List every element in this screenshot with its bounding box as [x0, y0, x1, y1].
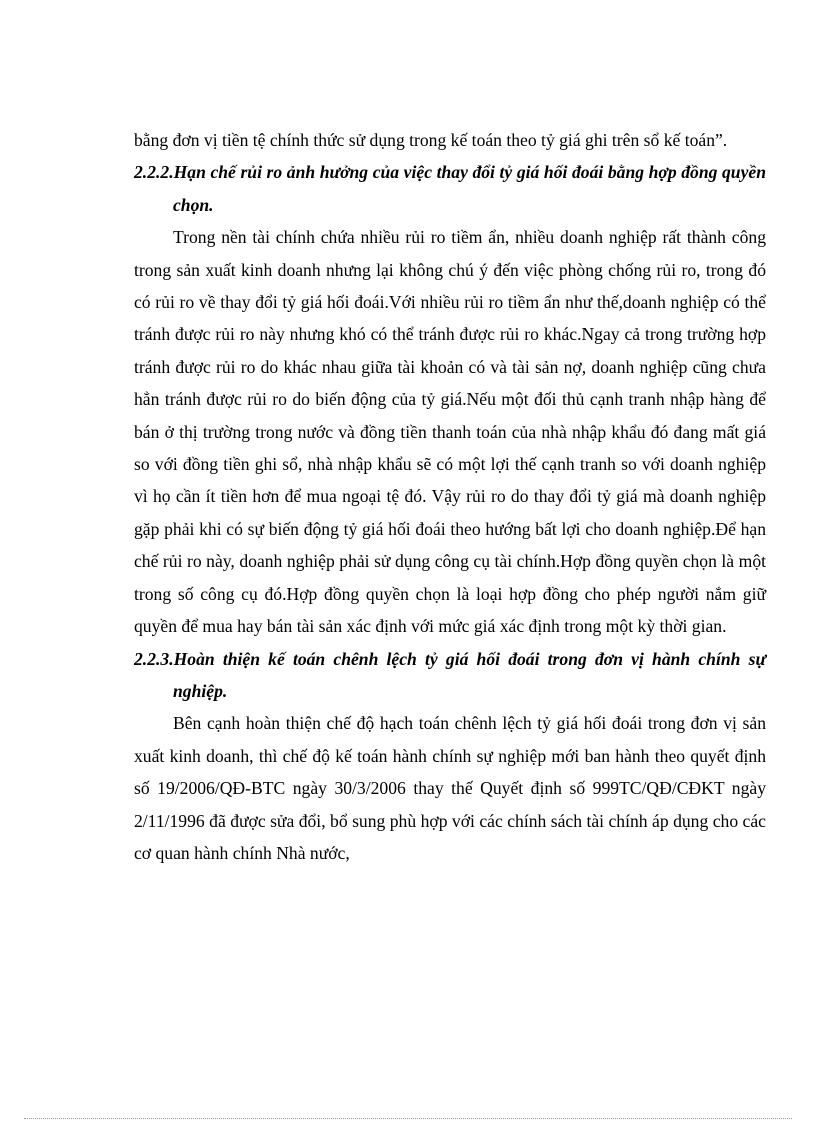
page-content	[134, 124, 766, 869]
continuation-paragraph: bằng đơn vị tiền tệ chính thức sử dụng trong kế toán theo tỷ giá ghi trên sổ kế toán”.	[134, 130, 728, 150]
body-paragraph: Trong nền tài chính chứa nhiều rủi ro tiềm ẩn, nhiều doanh nghiệp rất thành công trong sản xuất kinh doanh nhưng lại không chú ý đến việc phòng chống rủi ro, trong đó có rủi ro về thay đổi tỷ giá hối đoái.Với nhiều rủi ro tiềm ẩn như thế,doanh nghiệp có thể tránh được rủi ro này nhưng khó có thể tránh được rủi ro khác.Ngay cả trong trường hợp tránh được rủi ro do khác nhau giữa tài khoản có và tài sản nợ, doanh nghiệp cũng chưa hẳn tránh được rủi ro do biến động của tỷ giá.Nếu một đối thủ cạnh tranh nhập hàng để bán ở thị trường trong nước và đồng tiền thanh toán của nhà nhập khẩu đó đang mất giá so với đồng tiền ghi sổ, nhà nhập khẩu sẽ có một lợi thế cạnh tranh so với doanh nghiệp vì họ cần ít tiền hơn để mua ngoại tệ đó. Vậy rủi ro do thay đổi tỷ giá mà doanh nghiệp gặp phải khi có sự biến động tỷ giá hối đoái theo hướng bất lợi cho doanh nghiệp.Để hạn chế rủi ro này, doanh nghiệp phải sử dụng công cụ tài chính.Hợp đồng quyền chọn là một trong số công cụ đó.Hợp đồng quyền chọn là loại hợp đồng cho phép người nắm giữ quyền để mua hay bán tài sản xác định với mức giá xác định trong một kỳ thời gian.	[134, 227, 766, 637]
page-bottom-divider	[24, 1118, 792, 1119]
body-paragraph: Bên cạnh hoàn thiện chế độ hạch toán chênh lệch tỷ giá hối đoái trong đơn vị sản xuất kinh doanh, thì chế độ kế toán hành chính sự nghiệp mới ban hành theo quyết định số 19/2006/QĐ-BTC ngày 30/3/2006 thay thế Quyết định số 999TC/QĐ/CĐKT ngày 2/11/1996 đã được sửa đổi, bổ sung phù hợp với các chính sách tài chính áp dụng cho các cơ quan hành chính Nhà nước,	[134, 713, 766, 863]
section-heading-2-2-3: 2.2.3.Hoàn thiện kế toán chênh lệch tỷ giá hối đoái trong đơn vị hành chính sự nghiệp.	[134, 648, 766, 701]
section-heading-2-2-2: 2.2.2.Hạn chế rủi ro ảnh hưởng của việc thay đổi tỷ giá hối đoái bằng hợp đồng quyền chọn.	[134, 162, 766, 215]
